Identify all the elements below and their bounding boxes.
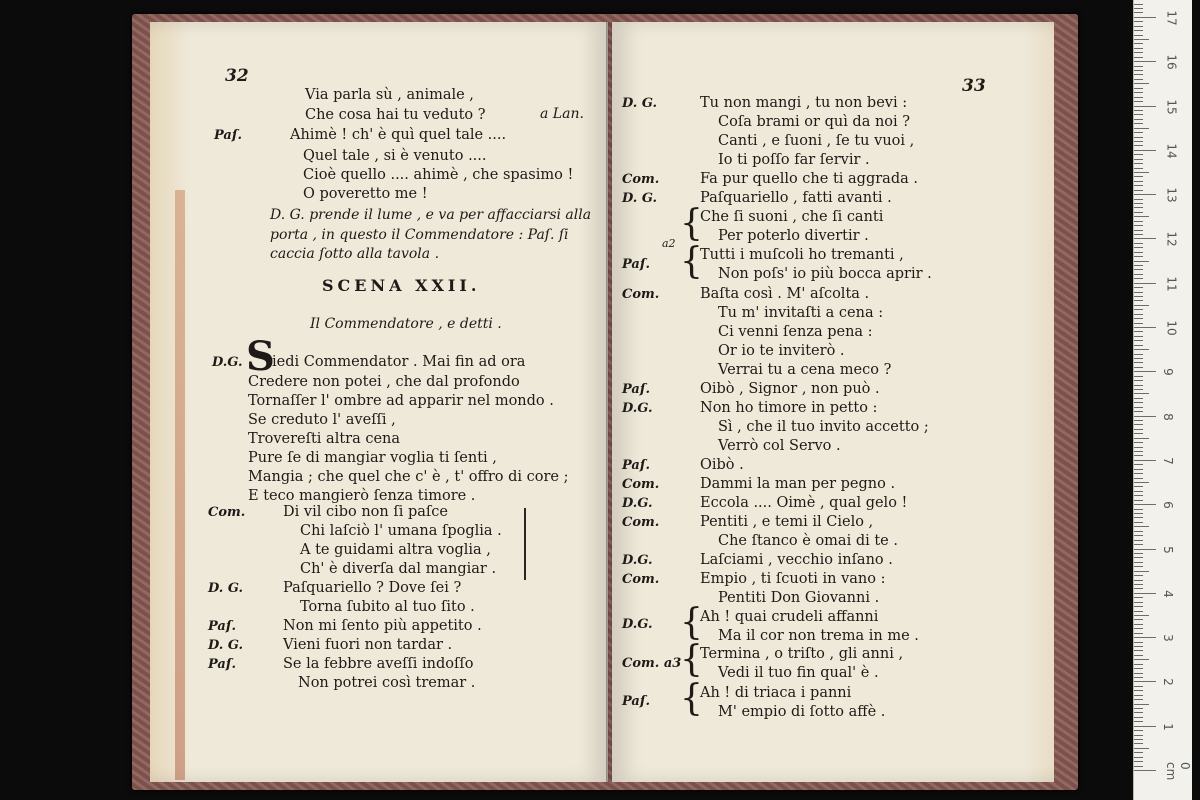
ruler-tick bbox=[1134, 575, 1143, 576]
speaker-label: Com. bbox=[622, 515, 660, 530]
ruler-number: 8 bbox=[1160, 412, 1175, 421]
text-line: Canti , e ſuoni , ſe tu vuoi , bbox=[718, 133, 915, 149]
text-line: Laſciami , vecchio inſano . bbox=[700, 552, 893, 568]
ruler-tick bbox=[1134, 21, 1143, 22]
text-line: Coſa brami or quì da noi ? bbox=[718, 114, 911, 130]
text-line: Tu m' invitaſti a cena : bbox=[718, 305, 884, 321]
ruler-tick bbox=[1134, 584, 1143, 585]
speaker-label: D. G. bbox=[208, 581, 244, 596]
text-line: Ahimè ! ch' è quì quel tale .... bbox=[290, 127, 507, 143]
text-line: Io ti poſſo far ſervir . bbox=[718, 152, 870, 168]
ruler-tick bbox=[1134, 39, 1149, 40]
speaker-label: Com. a3 bbox=[622, 656, 682, 671]
speaker-label: D.G. bbox=[622, 401, 653, 416]
speaker-label: Com. bbox=[622, 477, 660, 492]
ruler-tick bbox=[1134, 318, 1143, 319]
ruler-tick bbox=[1134, 526, 1149, 527]
ruler-tick bbox=[1134, 83, 1149, 84]
ruler-tick bbox=[1134, 190, 1143, 191]
ruler-tick bbox=[1134, 624, 1143, 625]
ruler-tick bbox=[1134, 97, 1143, 98]
ruler-tick bbox=[1134, 752, 1143, 753]
ruler-tick bbox=[1134, 544, 1143, 545]
ruler-number: 17 bbox=[1164, 10, 1179, 26]
speaker-label: Paſ. bbox=[208, 657, 236, 672]
ruler-tick bbox=[1134, 580, 1143, 581]
ruler-tick bbox=[1134, 642, 1143, 643]
drop-cap: S bbox=[246, 333, 275, 380]
ruler-number: 2 bbox=[1160, 678, 1175, 687]
side-rule bbox=[524, 508, 526, 580]
ruler-tick bbox=[1134, 30, 1143, 31]
ruler-tick bbox=[1134, 690, 1143, 691]
ruler-tick bbox=[1134, 61, 1156, 62]
ruler-tick bbox=[1134, 101, 1143, 102]
text-line: Termina , o triſto , gli anni , bbox=[700, 646, 904, 662]
ruler-tick bbox=[1134, 611, 1143, 612]
speaker-label: Com. bbox=[622, 172, 660, 187]
ruler-tick bbox=[1134, 757, 1143, 758]
ruler-tick bbox=[1134, 114, 1143, 115]
text-line: Tornaſſer l' ombre ad apparir nel mondo . bbox=[248, 393, 554, 409]
ruler-tick bbox=[1134, 221, 1143, 222]
ruler-tick bbox=[1134, 566, 1143, 567]
ruler-tick bbox=[1134, 12, 1143, 13]
ruler-tick bbox=[1134, 571, 1149, 572]
ruler-tick bbox=[1134, 451, 1143, 452]
text-line: Se creduto l' aveſſi , bbox=[248, 412, 396, 428]
ruler-tick bbox=[1134, 247, 1143, 248]
right-page-number: 33 bbox=[962, 76, 986, 96]
text-line: Or io te inviterò . bbox=[718, 343, 845, 359]
ruler-tick bbox=[1134, 154, 1143, 155]
ruler-tick bbox=[1134, 766, 1143, 767]
text-line: Se la febbre aveſſi indoſſo bbox=[283, 656, 474, 672]
ruler-number: 6 bbox=[1160, 501, 1175, 510]
ruler-tick bbox=[1134, 433, 1143, 434]
ruler-tick bbox=[1134, 735, 1143, 736]
ruler-tick bbox=[1134, 655, 1143, 656]
page-edge-stain bbox=[175, 190, 185, 780]
ruler-tick bbox=[1134, 74, 1143, 75]
ruler-tick bbox=[1134, 730, 1143, 731]
ruler-tick bbox=[1134, 4, 1143, 5]
text-line: Troverеſti altra cena bbox=[248, 431, 401, 447]
text-line: Dammi la man per pegno . bbox=[700, 476, 896, 492]
ruler-tick bbox=[1134, 110, 1143, 111]
ruler-tick bbox=[1134, 442, 1143, 443]
ruler-tick bbox=[1134, 473, 1143, 474]
ruler-number: 1 bbox=[1160, 722, 1175, 731]
brace-mark: { bbox=[680, 602, 703, 643]
text-line: Di vil cibo non ſi paſce bbox=[283, 504, 448, 520]
ruler-tick bbox=[1134, 721, 1143, 722]
ruler-tick bbox=[1134, 650, 1143, 651]
text-line: Baſta così . M' aſcolta . bbox=[700, 286, 870, 302]
ruler-tick bbox=[1134, 402, 1143, 403]
ruler-tick bbox=[1134, 664, 1143, 665]
ruler-tick bbox=[1134, 770, 1156, 771]
ruler-tick bbox=[1134, 540, 1143, 541]
ruler-tick bbox=[1134, 52, 1143, 53]
ruler-tick bbox=[1134, 367, 1143, 368]
ruler-tick bbox=[1134, 464, 1143, 465]
ruler-tick bbox=[1134, 619, 1143, 620]
ensemble-label: a2 bbox=[662, 237, 676, 250]
ruler-tick bbox=[1134, 43, 1143, 44]
text-line: Credere non potei , che dal profondo bbox=[248, 374, 520, 390]
ruler-tick bbox=[1134, 331, 1143, 332]
speaker-label: Paſ. bbox=[622, 458, 650, 473]
aside-note: a Lan. bbox=[540, 106, 584, 122]
ruler-tick bbox=[1134, 238, 1156, 239]
ruler-tick bbox=[1134, 712, 1143, 713]
text-line: Paſquariello ? Dove ſei ? bbox=[283, 580, 462, 596]
ruler-tick bbox=[1134, 717, 1143, 718]
ruler-tick bbox=[1134, 123, 1143, 124]
ruler-tick bbox=[1134, 686, 1143, 687]
ruler-tick bbox=[1134, 460, 1156, 461]
text-line: Tutti i muſcoli ho tremanti , bbox=[700, 247, 904, 263]
speaker-label: D.G. bbox=[212, 355, 243, 370]
text-line: Mangia ; che quel che c' è , t' offro di core ; bbox=[248, 469, 569, 485]
ruler-tick bbox=[1134, 761, 1143, 762]
text-line: Non mi ſento più appetito . bbox=[283, 618, 482, 634]
ruler-tick bbox=[1134, 261, 1149, 262]
stage-direction: caccia ſotto alla tavola . bbox=[270, 246, 440, 262]
speaker-label: D.G. bbox=[622, 617, 653, 632]
ruler-tick bbox=[1134, 628, 1143, 629]
text-line: Torna ſubito al tuo ſito . bbox=[300, 599, 475, 615]
ruler-tick bbox=[1134, 704, 1149, 705]
ruler-tick bbox=[1134, 681, 1156, 682]
ruler-tick bbox=[1134, 637, 1156, 638]
speaker-label: D.G. bbox=[622, 496, 653, 511]
ruler-tick bbox=[1134, 336, 1143, 337]
text-line: iedi Commendator . Mai fin ad ora bbox=[272, 354, 526, 370]
ruler-tick bbox=[1134, 495, 1143, 496]
ruler-tick bbox=[1134, 252, 1143, 253]
ruler-tick bbox=[1134, 137, 1143, 138]
ruler-tick bbox=[1134, 708, 1143, 709]
text-line: Ah ! quai crudeli affanni bbox=[700, 609, 879, 625]
ruler-tick bbox=[1134, 207, 1143, 208]
ruler-number: 5 bbox=[1160, 545, 1175, 554]
ruler-tick bbox=[1134, 119, 1143, 120]
speaker-label: Paſ. bbox=[214, 128, 242, 143]
ruler-tick bbox=[1134, 380, 1143, 381]
ruler-tick bbox=[1134, 8, 1143, 9]
ruler-tick bbox=[1134, 92, 1143, 93]
ruler-tick bbox=[1134, 48, 1143, 49]
text-line: Cioè quello .... ahimè , che spasimo ! bbox=[303, 167, 574, 183]
left-page-number: 32 bbox=[225, 66, 249, 86]
ruler-tick bbox=[1134, 17, 1156, 18]
ruler-tick bbox=[1134, 185, 1143, 186]
ruler-tick bbox=[1134, 216, 1149, 217]
ruler-tick bbox=[1134, 274, 1143, 275]
ruler-tick bbox=[1134, 305, 1149, 306]
text-line: Sì , che il tuo invito accetto ; bbox=[718, 419, 929, 435]
ruler-tick bbox=[1134, 194, 1156, 195]
ruler-tick bbox=[1134, 309, 1143, 310]
ruler-number: 16 bbox=[1164, 54, 1179, 70]
ruler-tick bbox=[1134, 478, 1143, 479]
ruler-tick bbox=[1134, 181, 1143, 182]
ruler-tick bbox=[1134, 292, 1143, 293]
ruler-tick bbox=[1134, 486, 1143, 487]
text-line: Vieni fuori non tardar . bbox=[283, 637, 453, 653]
text-line: Quel tale , si è venuto .... bbox=[303, 148, 487, 164]
text-line: Fa pur quello che ti aggrada . bbox=[700, 171, 918, 187]
ruler-tick bbox=[1134, 500, 1143, 501]
ruler-tick bbox=[1134, 26, 1143, 27]
speaker-label: D.G. bbox=[622, 553, 653, 568]
text-line: Ci venni ſenza pena : bbox=[718, 324, 873, 340]
ruler-tick bbox=[1134, 597, 1143, 598]
text-line: Vedi il tuo fin qual' è . bbox=[718, 665, 879, 681]
ruler-tick bbox=[1134, 172, 1149, 173]
ruler-tick bbox=[1134, 522, 1143, 523]
text-line: Ch' è diverſa dal mangiar . bbox=[300, 561, 497, 577]
ruler-tick bbox=[1134, 327, 1156, 328]
ruler-tick bbox=[1134, 203, 1143, 204]
ruler-tick bbox=[1134, 438, 1149, 439]
text-line: Verrai tu a cena meco ? bbox=[718, 362, 892, 378]
ruler-tick bbox=[1134, 668, 1143, 669]
ruler-tick bbox=[1134, 588, 1143, 589]
ruler-tick bbox=[1134, 79, 1143, 80]
text-line: Oibò . bbox=[700, 457, 744, 473]
ruler-tick bbox=[1134, 677, 1143, 678]
scene-cast: Il Commendatore , e detti . bbox=[310, 316, 502, 332]
brace-mark: { bbox=[680, 241, 703, 282]
ruler-tick bbox=[1134, 447, 1143, 448]
ruler-tick bbox=[1134, 296, 1143, 297]
measurement-ruler bbox=[1133, 0, 1192, 800]
ruler-number: 15 bbox=[1164, 98, 1179, 115]
ruler-tick bbox=[1134, 159, 1143, 160]
text-line: Pentiti Don Giovanni . bbox=[718, 590, 880, 606]
ruler-tick bbox=[1134, 562, 1143, 563]
text-line: Ma il cor non trema in me . bbox=[718, 628, 919, 644]
ruler-tick bbox=[1134, 504, 1156, 505]
ruler-tick bbox=[1134, 602, 1143, 603]
ruler-tick bbox=[1134, 314, 1143, 315]
ruler-tick bbox=[1134, 455, 1143, 456]
ruler-tick bbox=[1134, 606, 1143, 607]
ruler-tick bbox=[1134, 57, 1143, 58]
ruler-number: 9 bbox=[1160, 368, 1175, 377]
text-line: Chi laſciò l' umana ſpoglia . bbox=[300, 523, 502, 539]
speaker-label: Com. bbox=[622, 572, 660, 587]
ruler-tick bbox=[1134, 593, 1156, 594]
text-line: Paſquariello , fatti avanti . bbox=[700, 190, 892, 206]
ruler-tick bbox=[1134, 265, 1143, 266]
text-line: Che ſtanco è omai di te . bbox=[718, 533, 898, 549]
speaker-label: D. G. bbox=[622, 96, 658, 111]
speaker-label: Paſ. bbox=[622, 694, 650, 709]
ruler-tick bbox=[1134, 748, 1149, 749]
text-line: Oibò , Signor , non può . bbox=[700, 381, 880, 397]
text-line: Pure ſe di mangiar voglia ti ſenti , bbox=[248, 450, 497, 466]
text-line: E teco mangierò ſenza timore . bbox=[248, 488, 476, 504]
ruler-tick bbox=[1134, 230, 1143, 231]
text-line: Che ſi suoni , che ſi canti bbox=[700, 209, 884, 225]
ruler-tick bbox=[1134, 469, 1143, 470]
speaker-label: Paſ. bbox=[622, 257, 650, 272]
ruler-tick bbox=[1134, 615, 1149, 616]
ruler-tick bbox=[1134, 269, 1143, 270]
ruler-tick bbox=[1134, 699, 1143, 700]
text-line: Tu non mangi , tu non bevi : bbox=[700, 95, 908, 111]
text-line: Non poſs' io più bocca aprir . bbox=[718, 266, 932, 282]
ruler-tick bbox=[1134, 407, 1143, 408]
ruler-tick bbox=[1134, 70, 1143, 71]
ruler-tick bbox=[1134, 513, 1143, 514]
ruler-number: 13 bbox=[1164, 187, 1179, 203]
ruler-tick bbox=[1134, 695, 1143, 696]
ruler-tick bbox=[1134, 509, 1143, 510]
ruler-number: 4 bbox=[1160, 589, 1175, 598]
speaker-label: D. G. bbox=[208, 638, 244, 653]
ruler-tick bbox=[1134, 491, 1143, 492]
ruler-tick bbox=[1134, 168, 1143, 169]
ruler-number: 12 bbox=[1164, 231, 1179, 248]
ruler-tick bbox=[1134, 349, 1149, 350]
ruler-tick bbox=[1134, 739, 1143, 740]
text-line: Non ho timore in petto : bbox=[700, 400, 878, 416]
ruler-tick bbox=[1134, 531, 1143, 532]
ruler-tick bbox=[1134, 176, 1143, 177]
ruler-tick bbox=[1134, 163, 1143, 164]
text-line: Eccola .... Oimè , qual gelo ! bbox=[700, 495, 908, 511]
ruler-tick bbox=[1134, 424, 1143, 425]
brace-mark: { bbox=[680, 639, 703, 680]
ruler-number: 11 bbox=[1164, 276, 1179, 292]
ruler-tick bbox=[1134, 345, 1143, 346]
ruler-tick bbox=[1134, 354, 1143, 355]
ruler-tick bbox=[1134, 393, 1149, 394]
ruler-tick bbox=[1134, 106, 1156, 107]
text-line: Pentiti , e temi il Cielo , bbox=[700, 514, 874, 530]
ruler-tick bbox=[1134, 323, 1143, 324]
text-line: M' empio di ſotto affè . bbox=[718, 704, 886, 720]
ruler-tick bbox=[1134, 199, 1143, 200]
ruler-tick bbox=[1134, 145, 1143, 146]
ruler-tick bbox=[1134, 371, 1156, 372]
ruler-tick bbox=[1134, 278, 1143, 279]
ruler-tick bbox=[1134, 141, 1143, 142]
ruler-tick bbox=[1134, 376, 1143, 377]
ruler-tick bbox=[1134, 212, 1143, 213]
ruler-tick bbox=[1134, 557, 1143, 558]
ruler-number: 7 bbox=[1160, 457, 1175, 465]
ruler-tick bbox=[1134, 243, 1143, 244]
ruler-tick bbox=[1134, 35, 1143, 36]
text-line: Non potrei così tremar . bbox=[298, 675, 476, 691]
ruler-tick bbox=[1134, 743, 1143, 744]
speaker-label: Com. bbox=[208, 505, 246, 520]
brace-mark: { bbox=[680, 678, 703, 719]
ruler-tick bbox=[1134, 673, 1143, 674]
text-line: Empio , ti ſcuoti in vano : bbox=[700, 571, 886, 587]
ruler-tick bbox=[1134, 385, 1143, 386]
ruler-tick bbox=[1134, 517, 1143, 518]
text-line: Ah ! di triaca i panni bbox=[700, 685, 852, 701]
ruler-tick bbox=[1134, 150, 1156, 151]
stage-direction: porta , in questo il Commendatore : Paſ. ſi bbox=[270, 227, 569, 243]
speaker-label: Paſ. bbox=[622, 382, 650, 397]
ruler-number: 10 bbox=[1164, 320, 1179, 336]
ruler-tick bbox=[1134, 416, 1156, 417]
ruler-tick bbox=[1134, 659, 1149, 660]
ruler-unit: 0 cm bbox=[1164, 762, 1192, 781]
ruler-tick bbox=[1134, 389, 1143, 390]
ruler-tick bbox=[1134, 633, 1143, 634]
ruler-number: 14 bbox=[1164, 143, 1179, 159]
ruler-tick bbox=[1134, 340, 1143, 341]
text-line: Che cosa hai tu veduto ? bbox=[305, 107, 486, 123]
ruler-tick bbox=[1134, 256, 1143, 257]
ruler-tick bbox=[1134, 553, 1143, 554]
ruler-tick bbox=[1134, 88, 1143, 89]
ruler-tick bbox=[1134, 549, 1156, 550]
ruler-tick bbox=[1134, 132, 1143, 133]
stage-direction: D. G. prende il lume , e va per affacciarsi alla bbox=[270, 207, 592, 223]
ruler-tick bbox=[1134, 234, 1143, 235]
ruler-tick bbox=[1134, 411, 1143, 412]
brace-mark: { bbox=[680, 203, 703, 244]
speaker-label: Com. bbox=[622, 287, 660, 302]
ruler-tick bbox=[1134, 535, 1143, 536]
ruler-tick bbox=[1134, 225, 1143, 226]
ruler-tick bbox=[1134, 429, 1143, 430]
ruler-number: 3 bbox=[1160, 634, 1175, 642]
ruler-tick bbox=[1134, 66, 1143, 67]
speaker-label: D. G. bbox=[622, 191, 658, 206]
text-line: A te guidami altra voglia , bbox=[300, 542, 491, 558]
scene-title: SCENA XXII. bbox=[322, 276, 481, 295]
ruler-tick bbox=[1134, 420, 1143, 421]
ruler-tick bbox=[1134, 646, 1143, 647]
ruler-tick bbox=[1134, 726, 1156, 727]
ruler-tick bbox=[1134, 398, 1143, 399]
ruler-tick bbox=[1134, 358, 1143, 359]
text-line: Per poterlo divertir . bbox=[718, 228, 869, 244]
ruler-tick bbox=[1134, 362, 1143, 363]
text-line: Verrò col Servo . bbox=[718, 438, 841, 454]
speaker-label: Paſ. bbox=[208, 619, 236, 634]
ruler-tick bbox=[1134, 300, 1143, 301]
text-line: Via parla sù , animale , bbox=[305, 87, 474, 103]
ruler-tick bbox=[1134, 283, 1156, 284]
ruler-tick bbox=[1134, 482, 1149, 483]
text-line: O poveretto me ! bbox=[303, 186, 428, 202]
ruler-tick bbox=[1134, 287, 1143, 288]
ruler-tick bbox=[1134, 128, 1149, 129]
